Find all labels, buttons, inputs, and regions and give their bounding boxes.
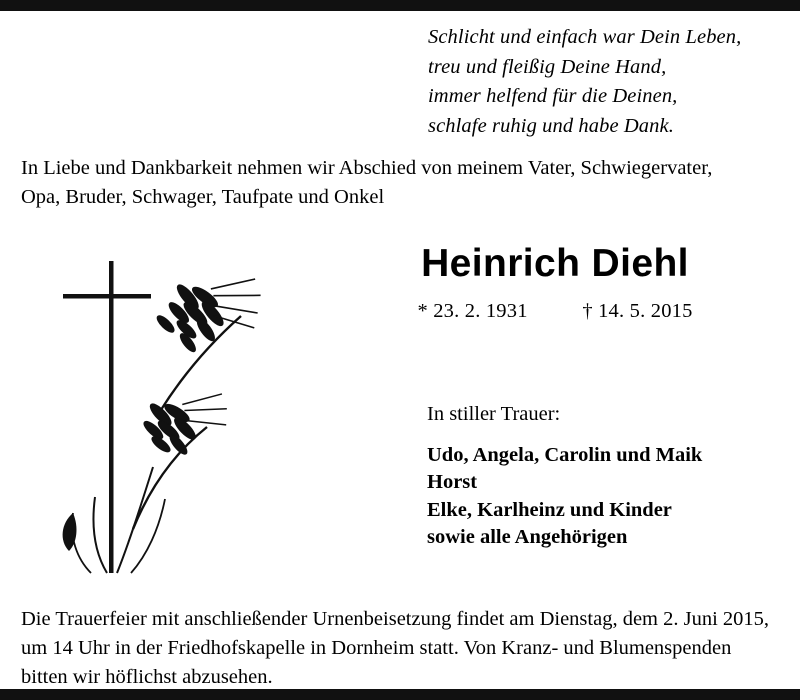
cross-and-wheat-illustration — [55, 261, 285, 581]
funeral-details-line: um 14 Uhr in der Friedhofskapelle in Dornheim statt. Von Kranz- und Blumenspenden — [21, 637, 732, 660]
mourner-name: Horst — [427, 471, 478, 494]
poem-line: immer helfend für die Deinen, — [428, 85, 678, 108]
poem-block — [428, 23, 788, 142]
death-date: † 14. 5. 2015 — [582, 299, 693, 322]
obituary-inner — [0, 11, 800, 689]
mourners-list — [427, 442, 787, 552]
poem-line: treu und fleißig Deine Hand, — [428, 55, 667, 78]
intro-paragraph — [21, 154, 783, 212]
poem-line: Schlicht und einfach war Dein Leben, — [428, 26, 742, 48]
deceased-dates — [330, 300, 780, 323]
intro-line: Opa, Bruder, Schwager, Taufpate und Onkel — [21, 186, 385, 209]
mourner-name: Elke, Karlheinz und Kinder — [427, 498, 672, 521]
wheat-icon — [63, 261, 278, 573]
birth-date: * 23. 2. 1931 — [417, 299, 528, 322]
mourners-block — [427, 403, 787, 552]
mourners-heading: In stiller Trauer: — [427, 403, 561, 425]
poem-line: schlafe ruhig und habe Dank. — [428, 115, 674, 138]
deceased-block — [330, 243, 780, 323]
funeral-details-line: Die Trauerfeier mit anschließender Urnenbeisetzung findet am Dienstag, dem 2. Juni 2015, — [21, 608, 770, 630]
mourner-name: Udo, Angela, Carolin und Maik — [427, 444, 703, 466]
funeral-details-line: bitten wir höflichst abzusehen. — [21, 666, 273, 689]
intro-line: In Liebe und Dankbarkeit nehmen wir Abschied von meinem Vater, Schwiegervater, — [21, 157, 713, 179]
funeral-details — [21, 605, 787, 692]
deceased-name: Heinrich Diehl — [421, 242, 689, 285]
mourner-name: sowie alle Angehörigen — [427, 526, 628, 549]
